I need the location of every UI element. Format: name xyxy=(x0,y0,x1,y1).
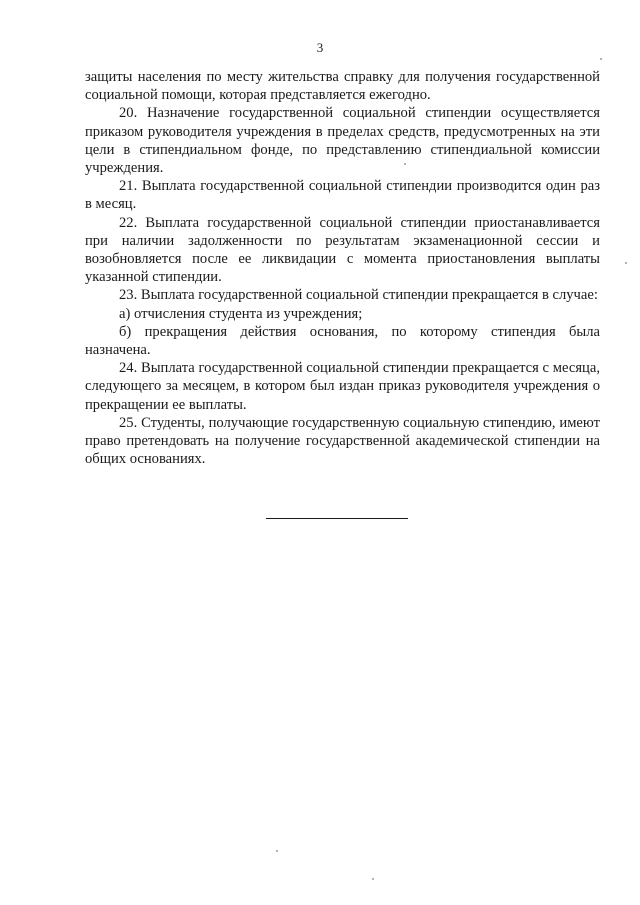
paragraph-23-item-a: а) отчисления студента из учреждения; xyxy=(119,305,363,322)
paragraph-continuation: защиты населения по месту жительства справку для получения государственной социальной помощи, которая представляется ежегодно. xyxy=(85,69,600,104)
scan-speck xyxy=(625,262,627,264)
paragraph-25: 25. Студенты, получающие государственную социальную стипендию, имеют право претендовать на получение государственной академической стипендии на общих основаниях. xyxy=(85,414,600,468)
scan-speck xyxy=(276,850,278,852)
paragraph-23-item-b: б) прекращения действия основания, по которому стипендия была назначена. xyxy=(85,323,600,359)
paragraph-21: 21. Выплата государственной социальной стипендии производится один раз в месяц. xyxy=(85,178,600,213)
page-number: 3 xyxy=(316,40,324,55)
paragraph-20: 20. Назначение государственной социальной стипендии осуществляется приказом руководителя учреждения в пределах средств, предусмотренных на эти цели в стипендиальном фонде, по представлению стипендиальной комиссии учреждения. xyxy=(85,105,600,177)
document-body xyxy=(85,68,600,468)
paragraph-22: 22. Выплата государственной социальной стипендии приостанавливается при наличии задолженности по результатам экзаменационной сессии и возобновляется после ее ликвидации с момента приостановления выплаты указанной стипендии. xyxy=(85,214,600,286)
paragraph-23: 23. Выплата государственной социальной стипендии прекращается в случае: xyxy=(119,287,598,304)
scan-speck xyxy=(372,878,374,880)
end-separator-line xyxy=(266,518,408,519)
scan-speck xyxy=(600,58,602,60)
paragraph-24: 24. Выплата государственной социальной стипендии прекращается с месяца, следующего за месяцем, в котором был издан приказ руководителя учреждения о прекращении ее выплаты. xyxy=(85,360,600,413)
scan-speck xyxy=(404,163,406,165)
